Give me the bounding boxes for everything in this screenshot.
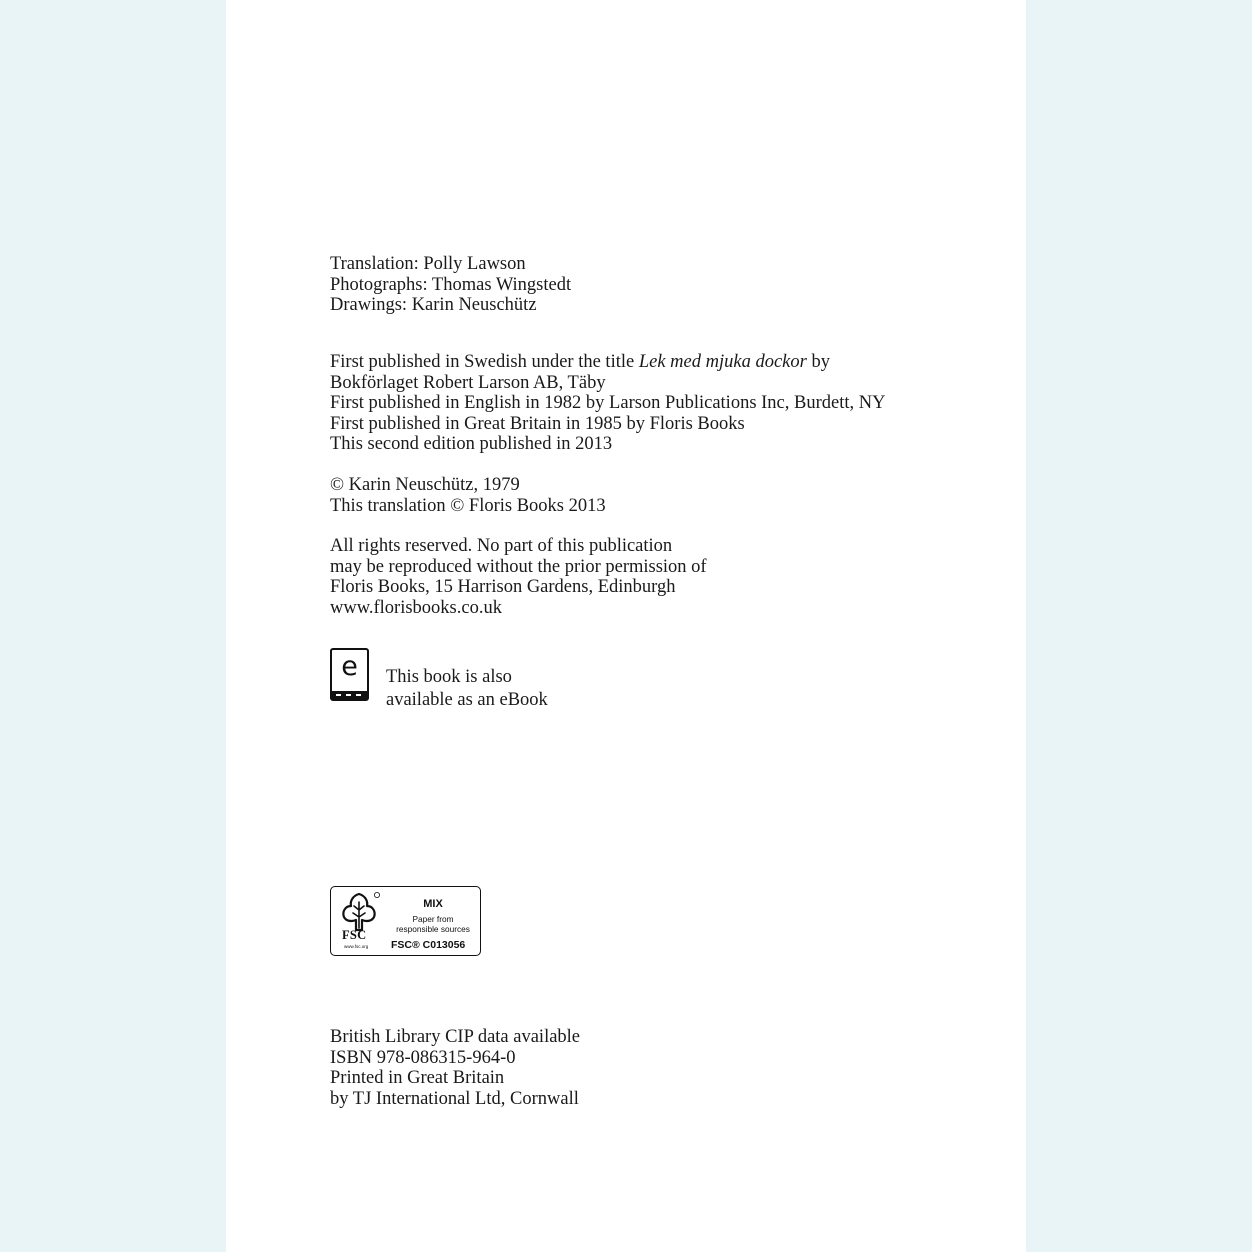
fsc-paper-line: Paper from bbox=[412, 914, 454, 924]
fsc-brand: FSC bbox=[342, 928, 367, 942]
ebook-text-line: available as an eBook bbox=[386, 690, 548, 710]
history-line-prefix: First published in Swedish under the title bbox=[330, 352, 639, 372]
fsc-paper-text bbox=[387, 914, 479, 934]
imprint-page bbox=[226, 0, 1026, 1252]
copyright-author: © Karin Neuschütz, 1979 bbox=[330, 475, 520, 495]
credit-photographs: Photographs: Thomas Wingstedt bbox=[330, 274, 572, 295]
publication-history bbox=[330, 352, 885, 455]
ebook-reader-icon bbox=[330, 648, 369, 701]
rights-line: Floris Books, 15 Harrison Gardens, Edinburgh bbox=[330, 577, 676, 597]
ebook-glyph: e bbox=[341, 651, 358, 682]
fsc-paper-line: responsible sources bbox=[396, 924, 470, 934]
isbn: ISBN 978-086315-964-0 bbox=[330, 1047, 516, 1068]
credits-block bbox=[330, 254, 571, 316]
fsc-certification-label bbox=[330, 886, 481, 956]
cip-line: British Library CIP data available bbox=[330, 1027, 581, 1047]
copyright-translation: This translation © Floris Books 2013 bbox=[330, 495, 606, 516]
printer-line: by TJ International Ltd, Cornwall bbox=[330, 1088, 579, 1109]
ebook-notice bbox=[330, 648, 630, 712]
copyright-block bbox=[330, 475, 606, 516]
publisher-website: www.florisbooks.co.uk bbox=[330, 597, 502, 618]
original-title: Lek med mjuka dockor bbox=[638, 352, 807, 372]
history-line bbox=[330, 352, 885, 373]
history-line: This second edition published in 2013 bbox=[330, 434, 613, 454]
fsc-website: www.fsc.org bbox=[344, 944, 369, 949]
rights-line: may be reproduced without the prior permission of bbox=[330, 556, 707, 577]
history-line-suffix: by bbox=[806, 352, 830, 372]
credit-translation: Translation: Polly Lawson bbox=[330, 254, 526, 274]
credit-drawings: Drawings: Karin Neuschütz bbox=[330, 295, 537, 315]
ebook-reader-bar bbox=[332, 691, 367, 699]
rights-notice bbox=[330, 536, 707, 618]
ebook-text-line: This book is also bbox=[386, 667, 512, 687]
cip-block bbox=[330, 1027, 580, 1109]
printer-line: Printed in Great Britain bbox=[330, 1068, 505, 1088]
fsc-license-code: FSC® C013056 bbox=[391, 939, 466, 951]
rights-line: All rights reserved. No part of this publication bbox=[330, 536, 673, 556]
history-line: Bokförlaget Robert Larson AB, Täby bbox=[330, 372, 606, 393]
fsc-mix-label: MIX bbox=[423, 898, 443, 910]
history-line: First published in Great Britain in 1985 by Floris Books bbox=[330, 413, 745, 434]
history-line: First published in English in 1982 by Larson Publications Inc, Burdett, NY bbox=[330, 393, 886, 413]
ebook-text bbox=[386, 666, 548, 712]
